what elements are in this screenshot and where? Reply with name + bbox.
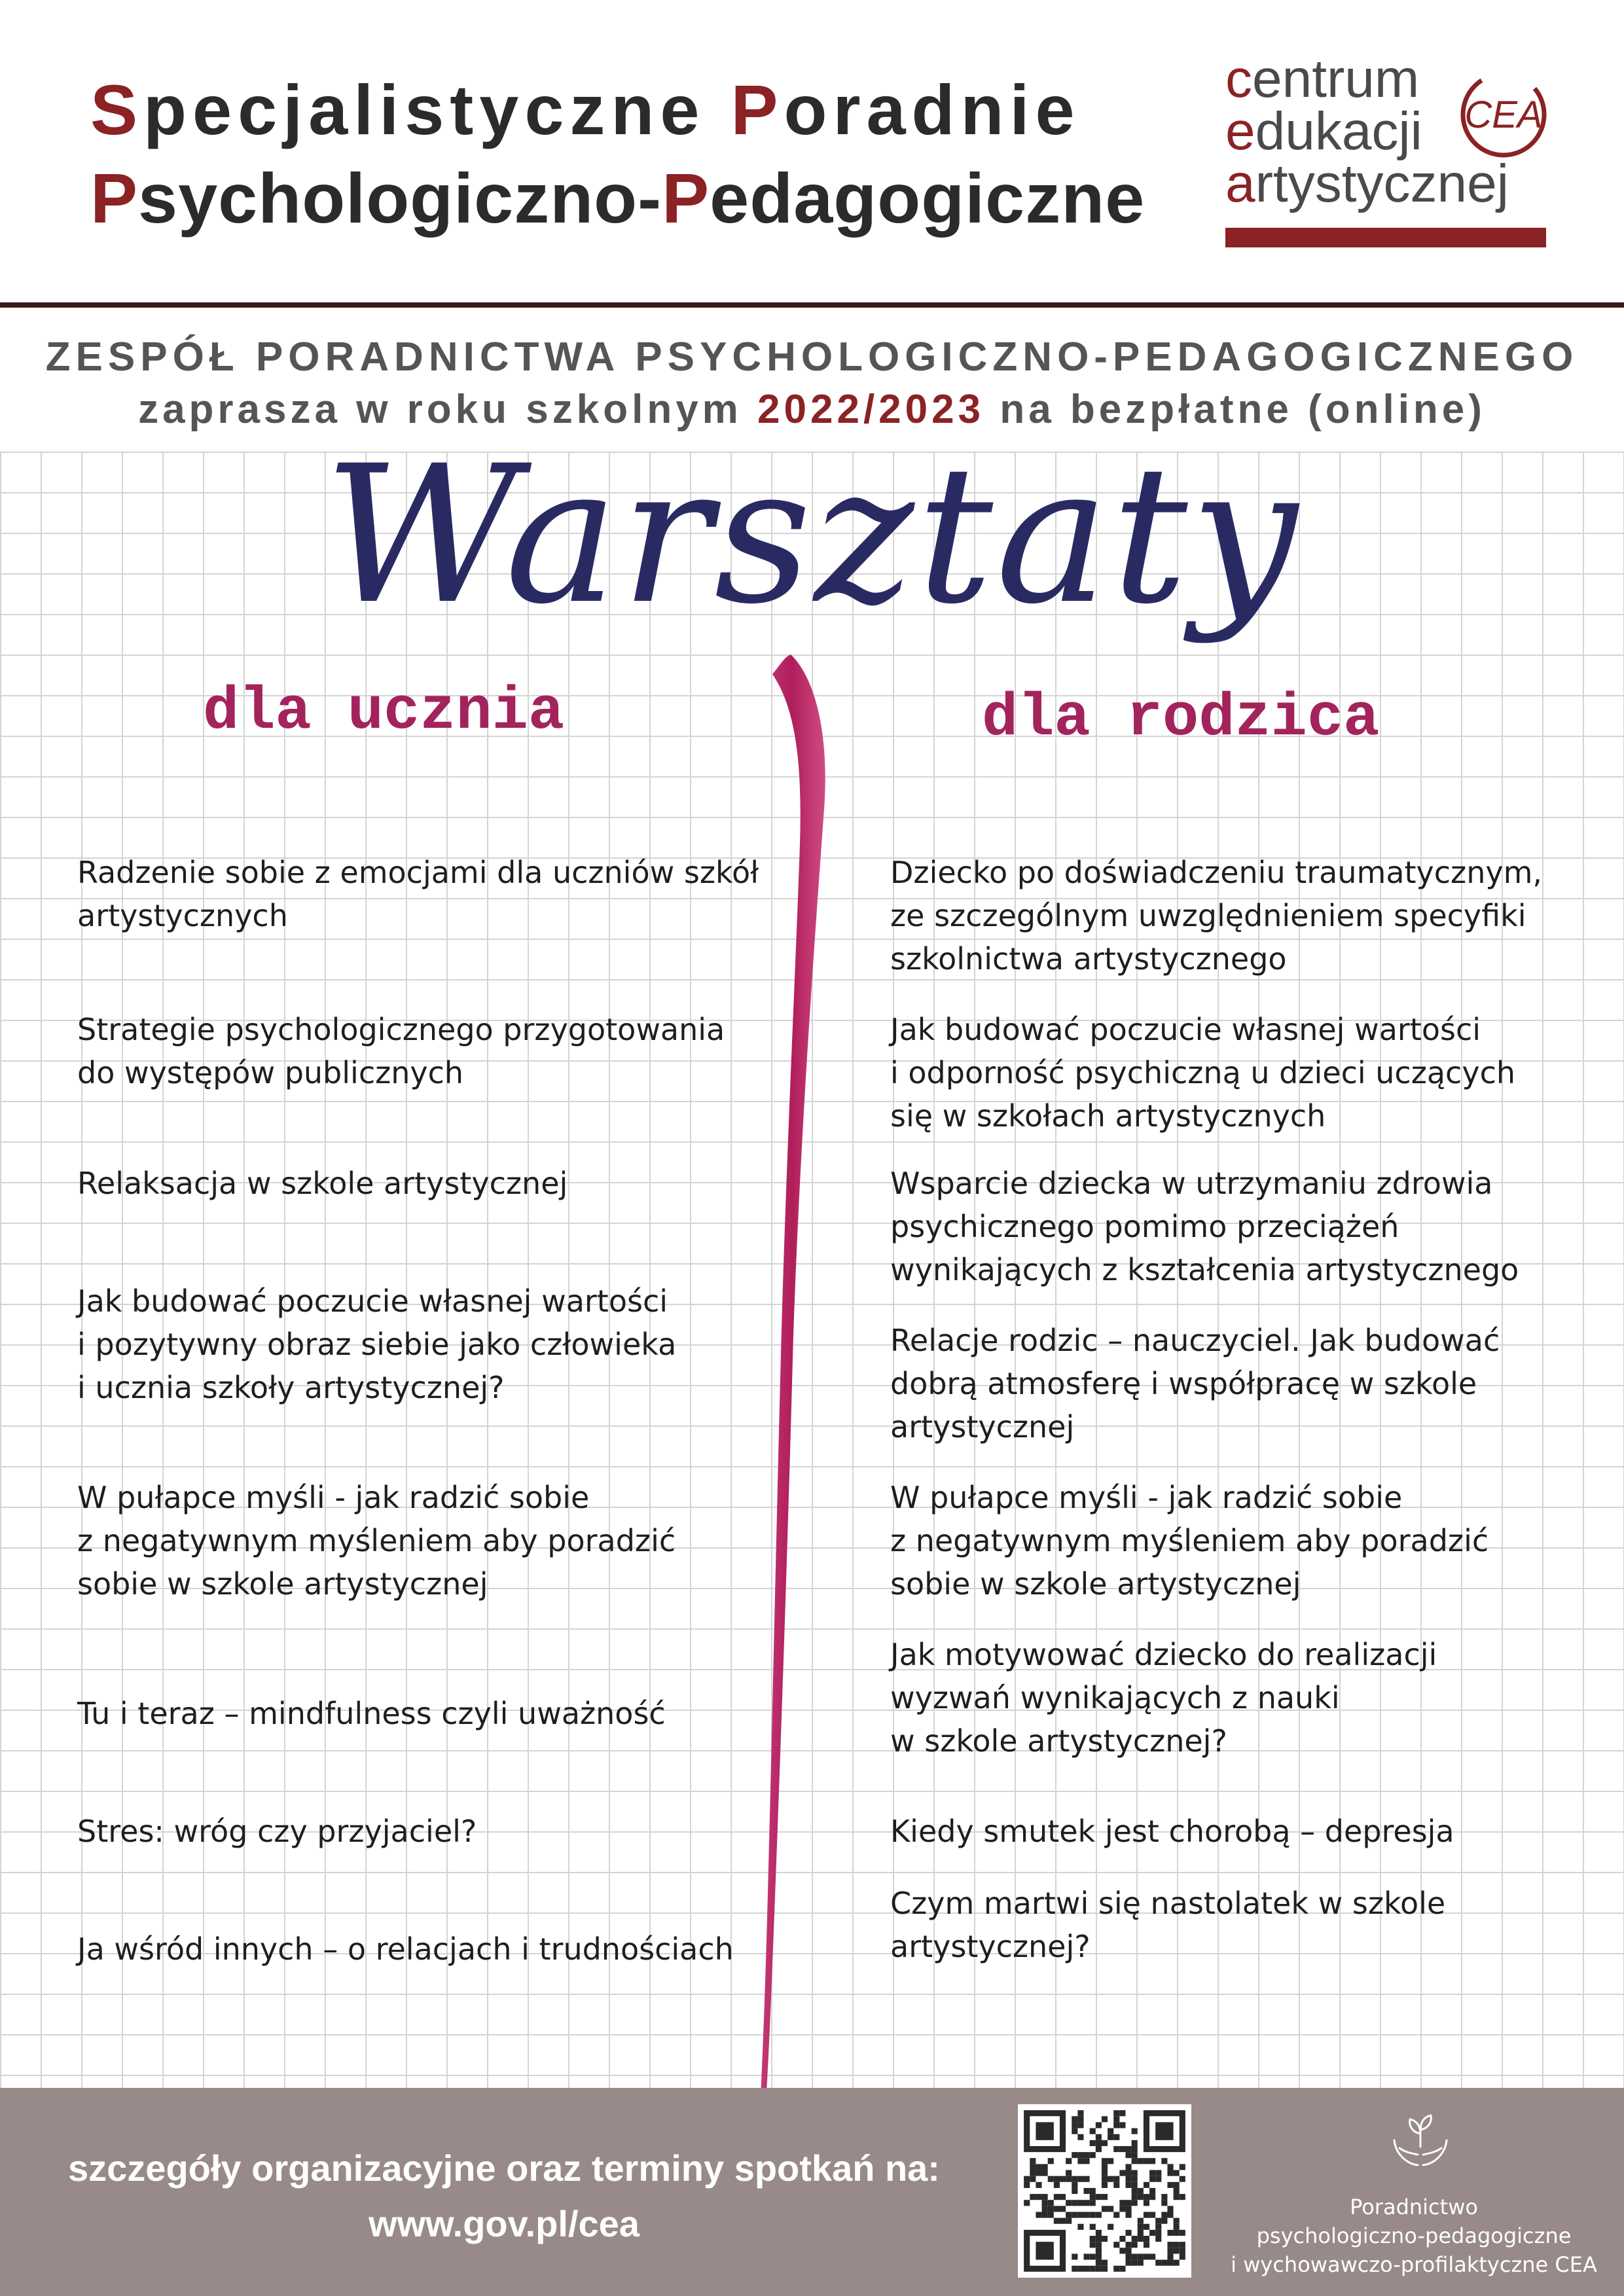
title-initial: P: [90, 158, 139, 238]
header-divider: [0, 302, 1624, 308]
title-initial: P: [662, 158, 710, 238]
parent-workshop-item: Czym martwi się nastolatek w szkole artystycznej?: [890, 1886, 1446, 1964]
qr-code[interactable]: [1018, 2104, 1191, 2278]
footer-info-text: szczegóły organizacyjne oraz terminy spotkań na:: [68, 2147, 940, 2189]
logo-line-edukacji: edukacji: [1225, 101, 1422, 161]
svg-text:CEA: CEA: [1464, 94, 1543, 136]
hands-with-plant-icon: [1381, 2101, 1460, 2179]
title-text: oradnie: [784, 70, 1081, 149]
footer-website-link[interactable]: www.gov.pl/cea: [369, 2203, 640, 2244]
school-year: 2022/2023: [757, 387, 985, 432]
organization-name: ZESPÓŁ PORADNICTWA PSYCHOLOGICZNO-PEDAGOGICZNEGO: [45, 334, 1579, 380]
invitation-line: zaprasza w roku szkolnym 2022/2023 na bezpłatne (online): [138, 387, 1486, 432]
student-workshop-item: Radzenie sobie z emocjami dla uczniów szkół artystycznych: [77, 855, 759, 933]
student-workshop-item: Strategie psychologicznego przygotowania do występów publicznych: [77, 1012, 725, 1090]
cea-logo: [1219, 49, 1559, 255]
header: [0, 0, 1624, 304]
title-text: pecjalistyczne: [143, 70, 731, 149]
title-initial: P: [731, 70, 784, 149]
parent-workshop-item: Jak motywować dziecko do realizacji wyzwań wynikających z nauki w szkole artystycznej?: [890, 1637, 1437, 1759]
page-title-line-2: [90, 157, 1145, 239]
student-workshop-item: Tu i teraz – mindfulness czyli uważność: [77, 1696, 666, 1731]
student-workshop-item: Jak budować poczucie własnej wartości i pozytywny obraz siebie jako człowieka i ucznia szkoły artystycznej?: [77, 1283, 677, 1405]
student-workshop-item: W pułapce myśli - jak radzić sobie z negatywnym myśleniem aby poradzić sobie w szkole artystycznej: [77, 1480, 676, 1602]
parent-workshop-item: Wsparcie dziecka w utrzymaniu zdrowia psychicznego pomimo przeciążeń wynikających z kształcenia artystycznego: [890, 1166, 1519, 1287]
parent-workshop-item: Dziecko po doświadczeniu traumatycznym, ze szczególnym uwzględnieniem specyfiki szkolnictwa artystycznego: [890, 855, 1543, 977]
parent-workshop-item: Kiedy smutek jest chorobą – depresja: [890, 1814, 1454, 1849]
logo-line-artystycznej: artystycznej: [1225, 154, 1509, 213]
column-title-student: dla ucznia: [203, 677, 565, 746]
column-title-parent: dla rodzica: [982, 684, 1380, 753]
logo-line-centrum: centrum: [1225, 49, 1420, 109]
cea-monogram-icon: [1454, 65, 1553, 164]
title-initial: S: [90, 70, 144, 149]
parent-workshop-item: W pułapce myśli - jak radzić sobie z negatywnym myśleniem aby poradzić sobie w szkole artystycznej: [890, 1480, 1489, 1602]
title-text: edagogiczne: [710, 158, 1146, 238]
page-title-line-1: [90, 69, 1081, 151]
student-workshop-item: Relaksacja w szkole artystycznej: [77, 1166, 568, 1201]
footer-organization: Poradnictwo psychologiczno-pedagogiczne i wychowawczo-profilaktyczne CEA: [1231, 2195, 1597, 2277]
student-workshop-item: Ja wśród innych – o relacjach i trudnościach: [77, 1931, 734, 1967]
parent-workshop-item: Relacje rodzic – nauczyciel. Jak budować dobrą atmosferę i współpracę w szkole artystycznej: [890, 1323, 1500, 1444]
workshops-section: [0, 425, 1624, 2088]
headline-warsztaty: Warsztaty: [323, 425, 1301, 646]
parent-workshop-item: Jak budować poczucie własnej wartości i odporność psychiczną u dzieci uczących się w szkołach artystycznych: [890, 1012, 1516, 1134]
logo-bar: [1225, 228, 1546, 247]
footer: [0, 2088, 1624, 2296]
student-workshop-item: Stres: wróg czy przyjaciel?: [77, 1814, 477, 1849]
title-text: sychologiczno-: [138, 158, 662, 238]
